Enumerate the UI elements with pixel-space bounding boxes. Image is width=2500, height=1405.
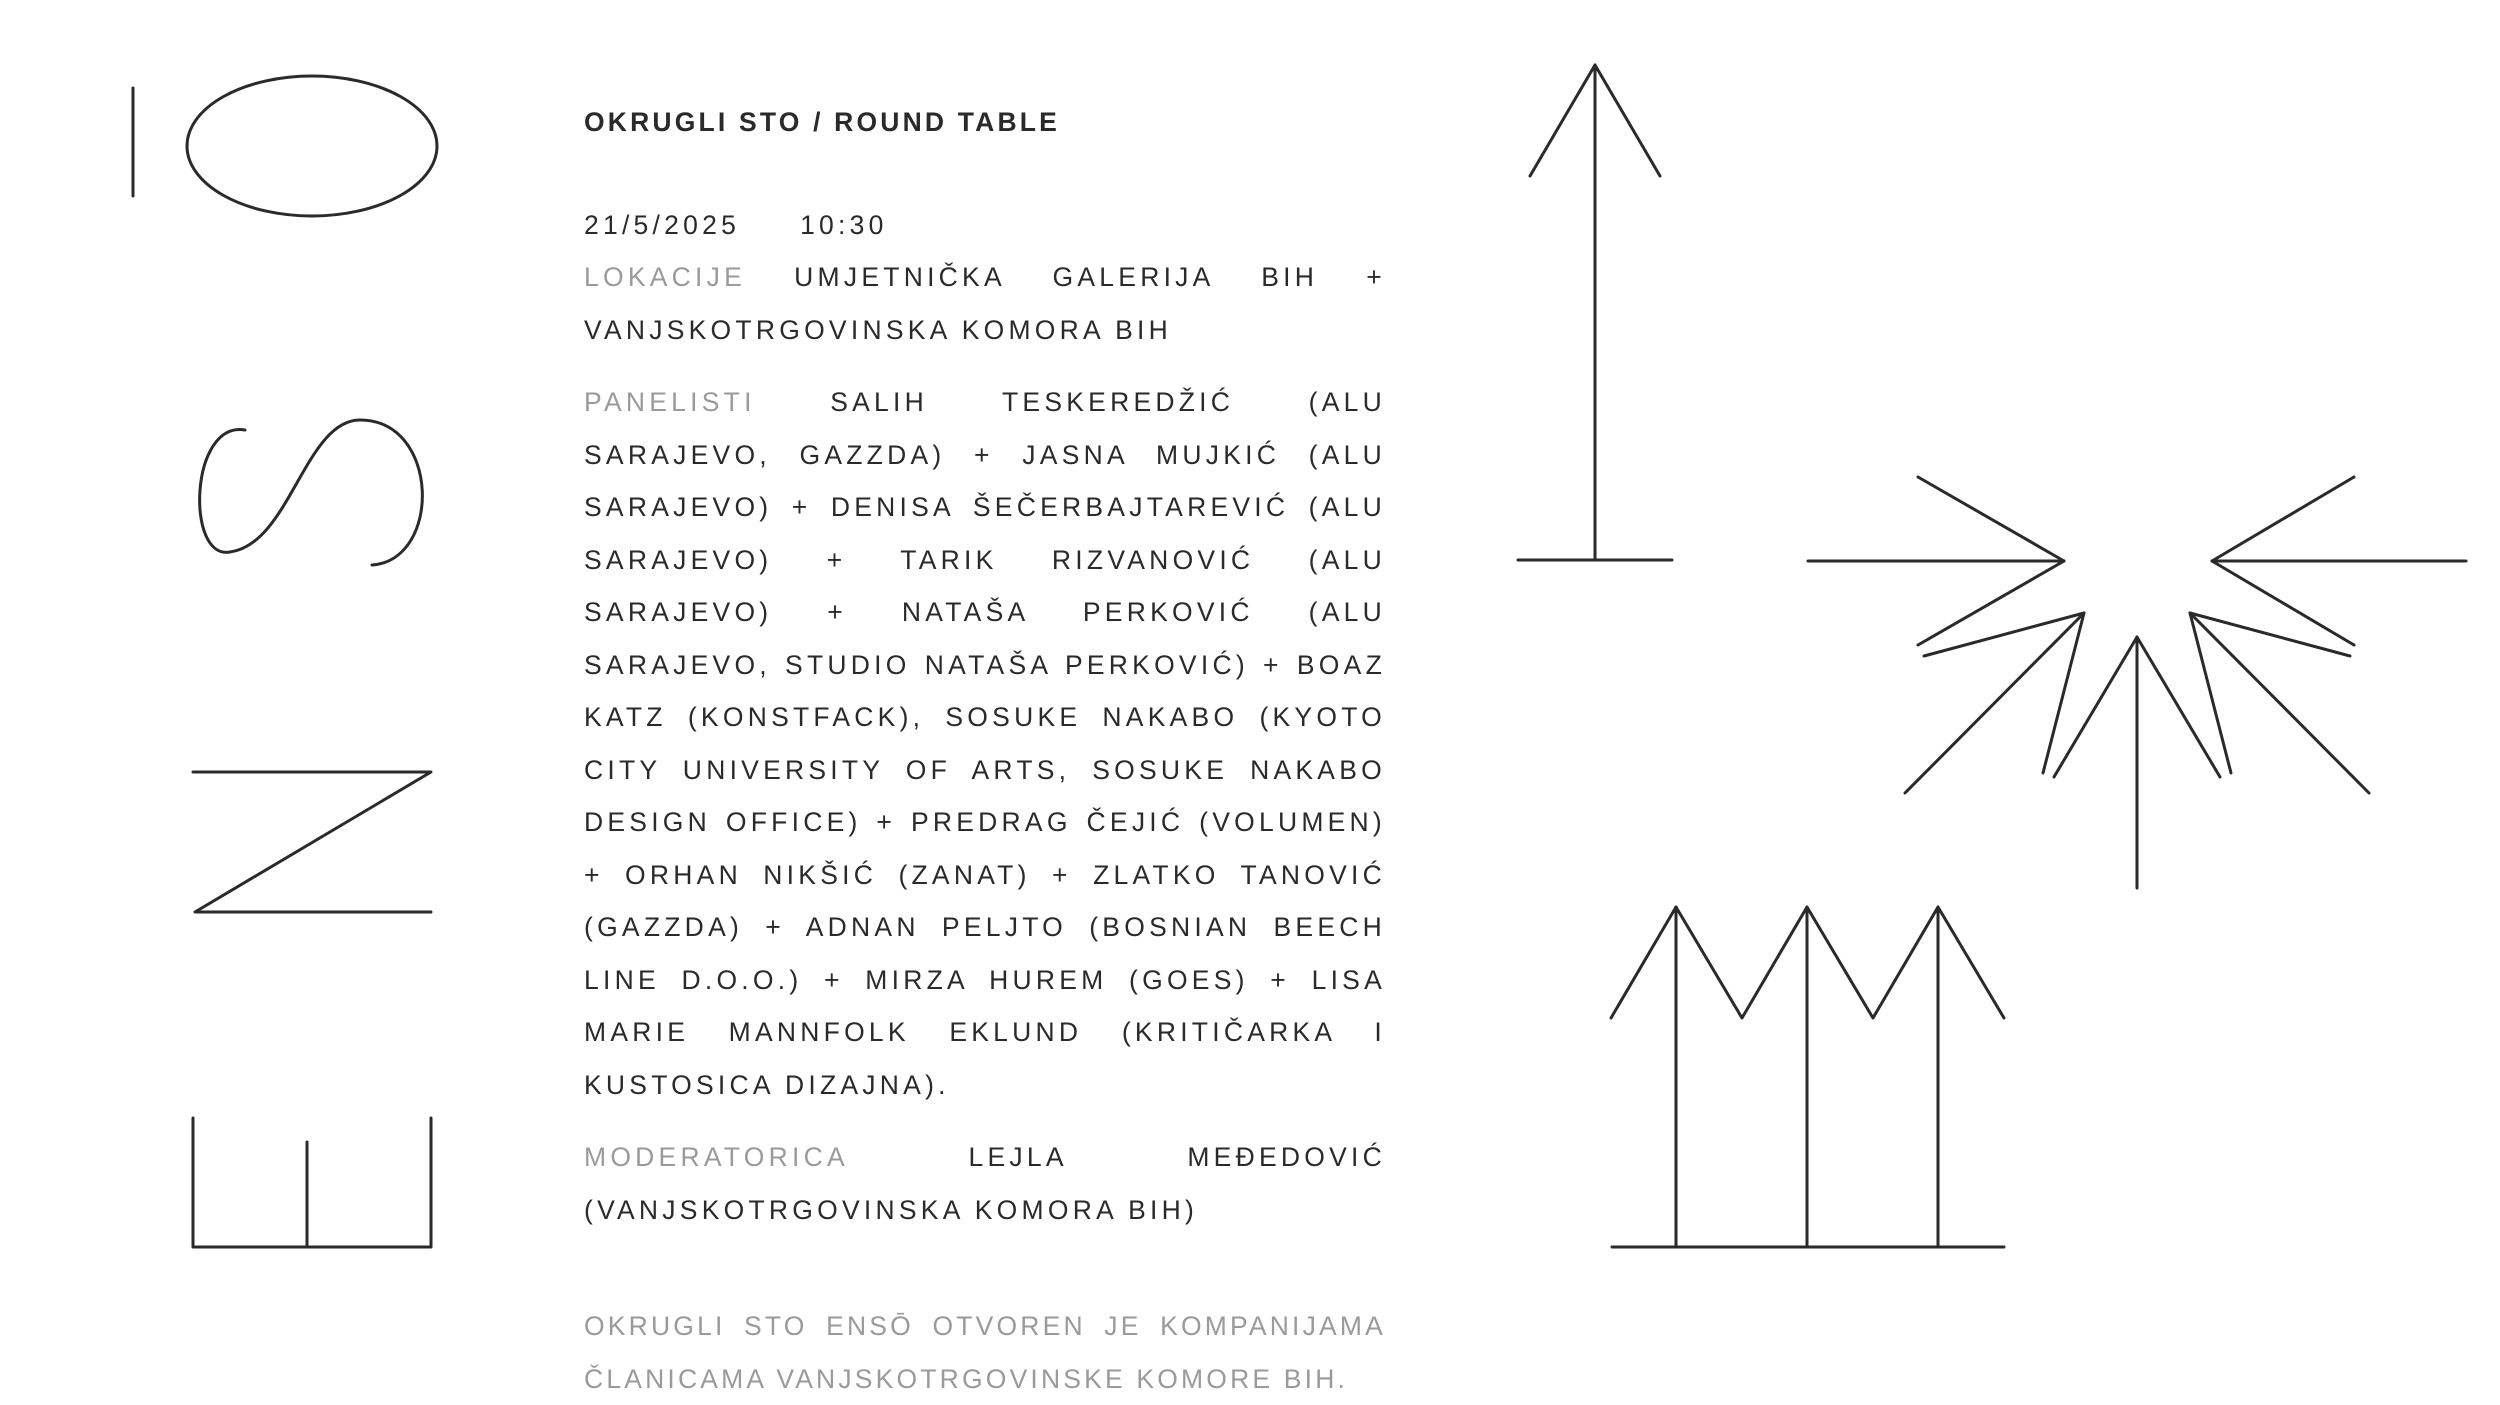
logo-letter-e [193,1118,431,1247]
event-datetime [584,199,1386,252]
location-block [584,251,1386,356]
location-value: UMJETNIČKA GALERIJA BIH + VANJSKOTRGOVINSKA KOMORA BIH [584,262,1386,345]
panelists-value: SALIH TESKEREDŽIĆ (ALU SARAJEVO, GAZZDA) + JASNA MUJKIĆ (ALU SARAJEVO) + DENISA ŠEČERBAJTAREVIĆ (ALU SARAJEVO) + TARIK RIZVANOVIĆ (ALU SARAJEVO) + NATAŠA PERKOVIĆ (ALU SARAJEVO, STUDIO NATAŠA PERKOVIĆ) + BOAZ KATZ (KONSTFACK), SOSUKE NAKABO (KYOTO CITY UNIVERSITY OF ARTS, SOSUKE NAKABO DESIGN OFFICE) + PREDRAG ČEJIĆ (VOLUMEN) + ORHAN NIKŠIĆ (ZANAT) + ZLATKO TANOVIĆ (GAZZDA) + ADNAN PELJTO (BOSNIAN BEECH LINE D.O.O.) + MIRZA HUREM (GOES) + LISA MARIE MANNFOLK EKLUND (KRITIČARKA I KUSTOSICA DIZAJNA). [584,387,1386,1100]
moderator-value: LEJLA MEĐEDOVIĆ (VANJSKOTRGOVINSKA KOMORA BIH) [584,1142,1386,1225]
logo-letter-n [193,772,431,912]
logo-letter-s [200,420,423,565]
membership-note: OKRUGLI STO ENSŌ OTVOREN JE KOMPANIJAMA ČLANICAMA VANJSKOTRGOVINSKE KOMORE BIH. [584,1311,1386,1394]
up-arrow-motif [1518,65,1672,560]
event-time: 10:30 [800,209,888,240]
event-info-column [584,96,1386,1405]
location-label: LOKACIJE [584,262,747,292]
triple-arrow-motif [1611,907,2004,1247]
panelists-label: PANELISTI [584,387,756,417]
event-date: 21/5/2025 [584,209,741,240]
moderator-block [584,1131,1386,1236]
moderator-label: MODERATORICA [584,1142,848,1172]
enso-logotype [133,76,437,1247]
page-title: OKRUGLI STO / ROUND TABLE [584,107,1061,137]
burst-arrow-motif [1808,477,2466,888]
panelists-block [584,376,1386,1111]
logo-letter-o [187,76,437,216]
